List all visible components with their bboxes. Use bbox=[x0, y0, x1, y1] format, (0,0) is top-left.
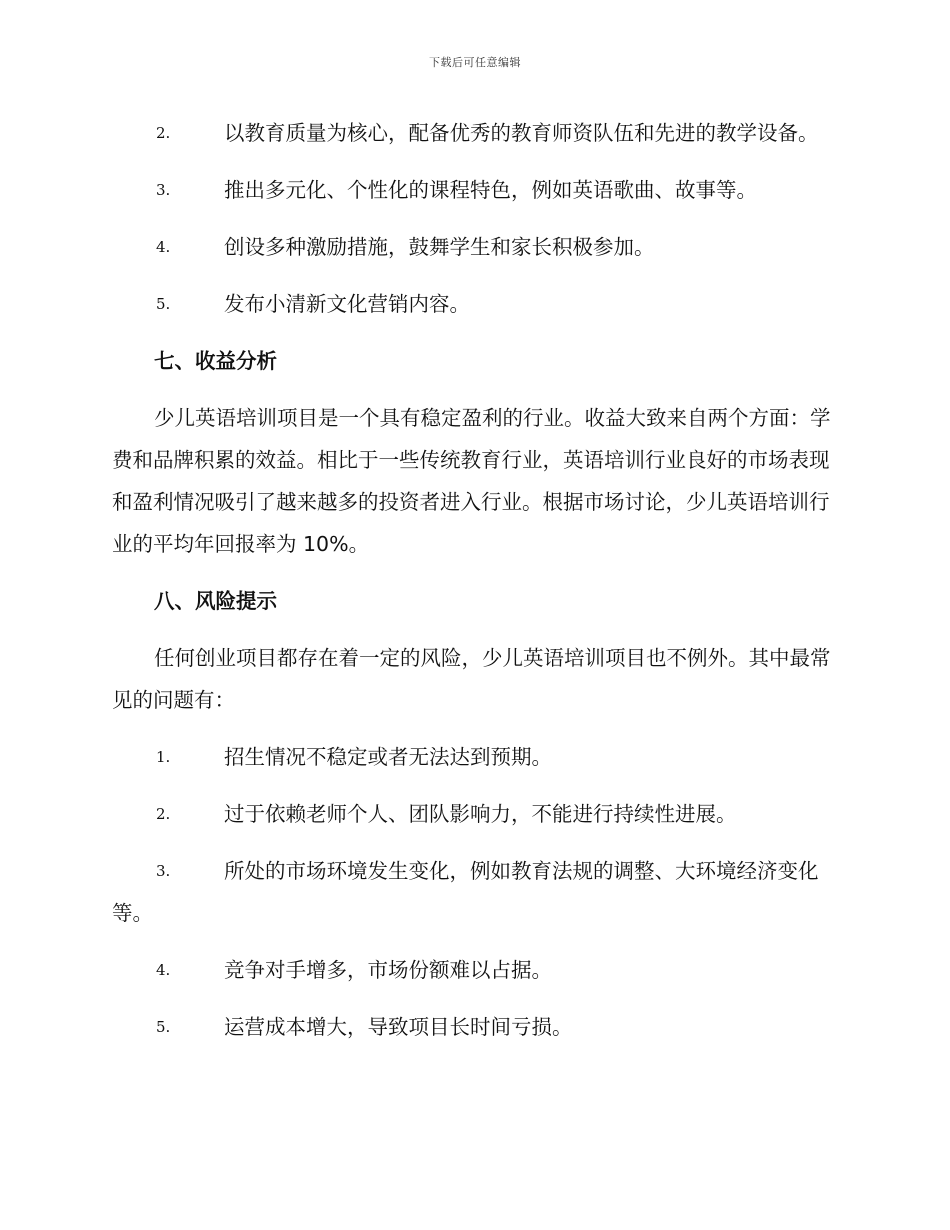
list-item-number: 5. bbox=[156, 1018, 171, 1036]
list-item bbox=[112, 793, 836, 835]
list-item bbox=[112, 949, 836, 991]
list-item-number: 2. bbox=[156, 124, 171, 142]
list-item-number: 5. bbox=[156, 295, 171, 313]
list-item bbox=[112, 112, 836, 154]
section-heading-revenue-analysis: 七、收益分析 bbox=[154, 349, 277, 373]
list-item-text: 竞争对手增多，市场份额难以占据。 bbox=[224, 958, 552, 982]
list-item bbox=[112, 736, 836, 778]
list-item-text: 运营成本增大，导致项目长时间亏损。 bbox=[224, 1015, 573, 1039]
list-item-number: 4. bbox=[156, 961, 171, 979]
list-item bbox=[112, 226, 836, 268]
risk-warning-paragraph: 任何创业项目都存在着一定的风险，少儿英语培训项目也不例外。其中最常见的问题有： bbox=[112, 646, 831, 712]
list-item-number: 3. bbox=[156, 181, 171, 199]
section-heading-risk-warning: 八、风险提示 bbox=[154, 589, 277, 613]
list-item-text: 发布小清新文化营销内容。 bbox=[224, 292, 470, 316]
list-item bbox=[112, 169, 836, 211]
list-item-number: 3. bbox=[156, 862, 171, 880]
list-item bbox=[112, 283, 836, 325]
list-item bbox=[112, 850, 836, 934]
revenue-analysis-paragraph: 少儿英语培训项目是一个具有稳定盈利的行业。收益大致来自两个方面：学费和品牌积累的效益。相比于一些传统教育行业，英语培训行业良好的市场表现和盈利情况吸引了越来越多的投资者进入行业。根据市场讨论，少儿英语培训行业的平均年回报率为 10%。 bbox=[112, 406, 831, 556]
list-item-text: 所处的市场环境发生变化，例如教育法规的调整、大环境经济变化等。 bbox=[112, 859, 819, 925]
list-item-text: 招生情况不稳定或者无法达到预期。 bbox=[224, 745, 552, 769]
list-item-text: 创设多种激励措施，鼓舞学生和家长积极参加。 bbox=[224, 235, 655, 259]
list-item-number: 4. bbox=[156, 238, 171, 256]
list-item-number: 2. bbox=[156, 805, 171, 823]
list-item-number: 1. bbox=[156, 748, 171, 766]
list-item-text: 以教育质量为核心，配备优秀的教育师资队伍和先进的教学设备。 bbox=[224, 121, 819, 145]
list-item bbox=[112, 1006, 836, 1048]
list-item-text: 过于依赖老师个人、团队影响力，不能进行持续性进展。 bbox=[224, 802, 737, 826]
document-body bbox=[112, 112, 836, 1063]
list-item-text: 推出多元化、个性化的课程特色，例如英语歌曲、故事等。 bbox=[224, 178, 757, 202]
header-note: 下载后可任意编辑 bbox=[429, 56, 521, 69]
